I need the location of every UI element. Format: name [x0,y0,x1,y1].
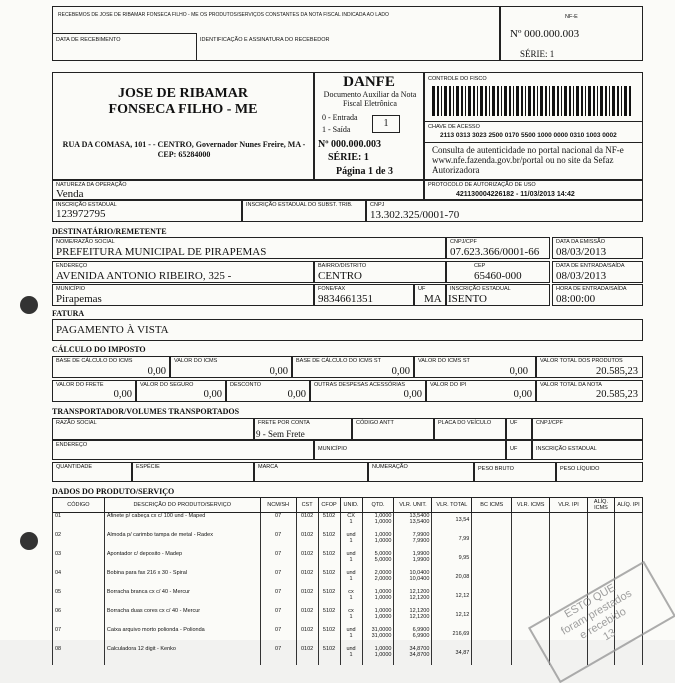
transp-cnpj-label: CNPJ/CPF [536,420,563,426]
table-cell: 0102 [296,646,318,665]
danfe-subtitle: Documento Auxiliar da Nota Fiscal Eletrônica [323,90,417,108]
dest-ie: ISENTO [448,293,487,305]
barcode-bar [513,86,514,116]
barcode-bar [624,86,627,116]
emitente-endereco: RUA DA COMASA, 101 - - CENTRO, Governador Nunes Freire, MA - CEP: 65284000 [62,140,306,159]
frete-label: VALOR DO FRETE [56,382,104,388]
base-icms-label: BASE DE CÁLCULO DO ICMS [56,358,133,364]
table-cell [587,551,614,570]
barcode-bar [468,86,471,116]
ipi-value: 0,00 [513,389,532,400]
table-cell: 0102 [296,627,318,646]
barcode-bar [564,86,567,116]
transp-uf-label: UF [510,420,518,426]
total-prod: 20.585,23 [596,366,638,377]
table-cell: und 1 [340,551,362,570]
table-cell: 20,08 [432,570,472,589]
column-header: UNID. [340,498,362,513]
barcode-bar [537,86,538,116]
table-cell: 07 [260,513,296,533]
table-cell: 05 [53,589,105,608]
table-cell: 34,8700 34,8700 [394,646,432,665]
base-icms: 0,00 [147,366,166,377]
dest-bairro-label: BAIRRO/DISTRITO [318,263,367,269]
barcode-bar [573,86,574,116]
barcode-bar [557,86,559,116]
natureza-label: NATUREZA DA OPERAÇÃO [56,182,127,188]
valor-icms: 0,00 [269,366,288,377]
outras-value: 0,00 [403,389,422,400]
table-cell: 6,9900 6,9900 [394,627,432,646]
barcode-bar [588,86,591,116]
table-cell: 5102 [318,570,340,589]
table-cell: 5102 [318,627,340,646]
table-cell [512,532,550,551]
barcode-bar [501,86,502,116]
total-nota: 20.585,23 [596,389,638,400]
table-cell: 12,1200 12,1200 [394,608,432,627]
table-cell [472,570,512,589]
barcode-bar [497,86,499,116]
canhoto-serie: SÉRIE: 1 [520,49,555,59]
barcode-bar [593,86,595,116]
barcode [432,86,632,116]
dest-nome-label: NOME/RAZÃO SOCIAL [56,239,115,245]
table-cell: CX 1 [340,513,362,533]
table-cell: Caixa arquivo morto polionda - Polionda [104,627,260,646]
table-cell: 2,0000 2,0000 [362,570,394,589]
table-cell: 0102 [296,589,318,608]
table-cell: 08 [53,646,105,665]
table-cell: 0102 [296,513,318,533]
transp-municipio-label: MUNICÍPIO [318,446,348,452]
dest-uf: MA [424,293,442,305]
table-cell: und 1 [340,646,362,665]
column-header: CFOP [318,498,340,513]
table-cell [550,532,588,551]
table-cell: 07 [53,627,105,646]
table-cell [587,532,614,551]
dest-cnpj: 07.623.366/0001-66 [450,246,540,258]
table-cell [472,608,512,627]
table-cell: Borracha branca cx c/ 40 - Mercur [104,589,260,608]
barcode-bar [456,86,459,116]
table-cell: 13,54 [432,513,472,533]
table-cell [472,646,512,665]
column-header: VLR. IPI [550,498,588,513]
table-cell: 13,5400 13,5400 [394,513,432,533]
barcode-bar [453,86,454,116]
cnpj-value: 13.302.325/0001-70 [370,209,460,221]
barcode-bar [449,86,451,116]
dest-municipio-label: MUNICÍPIO [56,286,86,292]
canhoto-text: RECEBEMOS DE JOSE DE RIBAMAR FONSECA FILHO - ME OS PRODUTOS/SERVIÇOS CONSTANTES DA NOTA FISCAL INDICADA AO LADO [58,12,389,18]
punch-hole-top [20,296,38,314]
barcode-bar [585,86,586,116]
table-cell [472,627,512,646]
transp-endereco-box [52,440,314,460]
column-header: VLR. ICMS [512,498,550,513]
dest-fone-label: FONE/FAX [318,286,346,292]
ie-label: INSCRIÇÃO ESTADUAL [56,202,117,208]
table-cell: und 1 [340,532,362,551]
dest-entrada: 08/03/2013 [556,270,607,282]
barcode-bar [552,86,555,116]
table-cell: 5,0000 5,0000 [362,551,394,570]
dest-hora-label: HORA DE ENTRADA/SAÍDA [556,286,627,292]
table-cell: 1,0000 1,0000 [362,513,394,533]
transp-liquido-box [556,462,643,482]
transp-endereco-label: ENDEREÇO [56,442,88,448]
chave-acesso: 2113 0313 3023 2500 0170 5500 1000 0000 0310 1003 0002 [440,132,617,139]
table-cell [472,551,512,570]
transp-marca-label: MARCA [258,464,278,470]
table-cell: und 1 [340,627,362,646]
dest-ie-label: INSCRIÇÃO ESTADUAL [450,286,511,292]
danfe-entrada: 0 - Entrada [322,113,358,122]
barcode-bar [617,86,619,116]
table-cell: 1,0000 1,0000 [362,532,394,551]
barcode-bar [437,86,439,116]
dest-cep-label: CEP [474,263,486,269]
dest-nome: PREFEITURA MUNICIPAL DE PIRAPEMAS [56,246,267,258]
barcode-bar [444,86,447,116]
dest-cep: 65460-000 [474,270,522,282]
barcode-bar [545,86,547,116]
barcode-bar [492,86,495,116]
table-cell: Borracha duas cores cx c/ 40 - Mercur [104,608,260,627]
table-cell: 01 [53,513,105,533]
table-cell: 07 [260,608,296,627]
cnpj-label: CNPJ [370,202,385,208]
table-cell: 9,95 [432,551,472,570]
table-cell: Almoda p/ carimbo tampa de metal - Radex [104,532,260,551]
barcode-bar [569,86,571,116]
danfe-saida: 1 - Saída [322,125,351,134]
protocolo-label: PROTOCOLO DE AUTORIZAÇÃO DE USO [428,182,536,188]
table-cell [512,589,550,608]
transp-numeracao-label: NUMERAÇÃO [372,464,408,470]
imposto-section: CÁLCULO DO IMPOSTO [52,345,146,354]
table-cell: 07 [260,589,296,608]
table-cell: 5102 [318,589,340,608]
barcode-bar [629,86,631,116]
table-cell: 1,0000 1,0000 [362,589,394,608]
barcode-bar [441,86,442,116]
fatura-section: FATURA [52,309,85,318]
destinatario-section: DESTINATÁRIO/REMETENTE [52,227,167,236]
table-cell: 7,99 [432,532,472,551]
barcode-bar [597,86,598,116]
ie-value: 123972795 [56,208,106,220]
barcode-bar [561,86,562,116]
barcode-bar [528,86,531,116]
table-cell: 07 [260,532,296,551]
column-header: ALÍQ. ICMS [587,498,614,513]
transp-razao-label: RAZÃO SOCIAL [56,420,97,426]
barcode-bar [540,86,543,116]
table-cell: 07 [260,627,296,646]
barcode-bar [461,86,463,116]
table-cell: 07 [260,570,296,589]
ie-st-label: INSCRIÇÃO ESTADUAL DO SUBST. TRIB. [246,202,353,208]
table-cell: Bobina para fax 216 x 30 - Spiral [104,570,260,589]
transp-bruto-label: PESO BRUTO [478,466,514,472]
table-cell: 5102 [318,646,340,665]
table-cell: Calculadora 12 digit - Kenko [104,646,260,665]
transp-antt-label: CÓDIGO ANTT [356,420,394,426]
valor-st-label: VALOR DO ICMS ST [418,358,470,364]
total-prod-label: VALOR TOTAL DOS PRODUTOS [540,358,623,364]
dest-fone: 9834661351 [318,293,373,305]
table-cell [614,532,642,551]
table-cell: 1,0000 1,0000 [362,608,394,627]
table-cell [472,532,512,551]
dest-emissao: 08/03/2013 [556,246,607,258]
barcode-bar [612,86,615,116]
barcode-bar [533,86,535,116]
barcode-bar [465,86,466,116]
identificacao-label: IDENTIFICAÇÃO E ASSINATURA DO RECEBEDOR [200,37,330,43]
table-row [53,570,643,589]
dest-entrada-label: DATA DE ENTRADA/SAÍDA [556,263,625,269]
barcode-bar [605,86,607,116]
table-cell: 03 [53,551,105,570]
table-cell: cx 1 [340,608,362,627]
column-header: ALÍQ. IPI [614,498,642,513]
table-cell [587,513,614,533]
canhoto-numero: Nº 000.000.003 [510,28,580,40]
dest-hora: 08:00:00 [556,293,596,305]
desconto-value: 0,00 [287,389,306,400]
transp-frete: 9 - Sem Frete [256,429,305,439]
barcode-bar [609,86,610,116]
table-cell [614,513,642,533]
table-cell: 12,12 [432,608,472,627]
danfe-pagina: Página 1 de 3 [336,166,393,177]
dest-endereco-label: ENDEREÇO [56,263,88,269]
transp-uf2-label: UF [510,446,518,452]
dest-uf-label: UF [418,286,426,292]
dest-municipio: Pirapemas [56,293,102,305]
barcode-bar [516,86,519,116]
table-row [53,513,643,533]
table-cell: 5102 [318,608,340,627]
table-cell: 12,12 [432,589,472,608]
column-header: DESCRIÇÃO DO PRODUTO/SERVIÇO [104,498,260,513]
barcode-bar [576,86,579,116]
table-cell [550,570,588,589]
stamp-text: ESTO QUE foram prestados e recebido 13 [559,581,634,644]
base-st: 0,00 [391,366,410,377]
produtos-section: DADOS DO PRODUTO/SERVIÇO [52,487,175,496]
table-cell: 1,9900 1,9900 [394,551,432,570]
barcode-bar [509,86,511,116]
seguro-label: VALOR DO SEGURO [140,382,194,388]
table-cell: 216,69 [432,627,472,646]
table-cell [472,589,512,608]
column-header: NCM/SH [260,498,296,513]
barcode-bar [621,86,622,116]
transp-liquido-label: PESO LÍQUIDO [560,466,600,472]
table-cell: 34,87 [432,646,472,665]
table-cell: 5102 [318,513,340,533]
data-recebimento-label: DATA DE RECEBIMENTO [56,37,121,43]
table-cell: 0102 [296,551,318,570]
table-cell [472,513,512,533]
frete-value: 0,00 [113,389,132,400]
natureza-value: Venda [56,188,84,200]
transp-bruto-box [474,462,556,482]
dest-bairro: CENTRO [318,270,362,282]
transportador-section: TRANSPORTADOR/VOLUMES TRANSPORTADOS [52,407,240,416]
table-cell: und 1 [340,570,362,589]
consulta-text: Consulta de autenticidade no portal nacional da NF-e www.nfe.fazenda.gov.br/portal ou no site da Sefaz Autorizadora [432,145,624,175]
barcode-bar [581,86,583,116]
barcode-bar [600,86,603,116]
table-cell: Apontador c/ deposito - Madep [104,551,260,570]
table-cell: 07 [260,646,296,665]
table-cell: 31,0000 31,0000 [362,627,394,646]
column-header: VLR. UNIT. [394,498,432,513]
column-header: CST [296,498,318,513]
dest-cnpj-label: CNPJ/CPF [450,239,477,245]
transp-ie-label: INSCRIÇÃO ESTADUAL [536,446,597,452]
controle-fisco-label: CONTROLE DO FISCO [428,76,487,82]
barcode-bar [521,86,523,116]
total-nota-label: VALOR TOTAL DA NOTA [540,382,602,388]
table-row [53,551,643,570]
danfe-numero: Nº 000.000.003 [318,139,382,150]
table-cell [512,513,550,533]
canhoto-nfe-label: NF-E [565,14,578,20]
desconto-label: DESCONTO [230,382,262,388]
danfe-title: DANFE [343,74,395,90]
base-st-label: BASE DE CÁLCULO DO ICMS ST [296,358,381,364]
table-cell: 02 [53,532,105,551]
fatura-value: PAGAMENTO À VISTA [56,324,169,336]
table-cell [512,570,550,589]
table-cell: 06 [53,608,105,627]
transp-qtd-label: QUANTIDADE [56,464,93,470]
barcode-bar [477,86,478,116]
valor-st: 0,00 [509,366,528,377]
column-header: VLR. TOTAL [432,498,472,513]
barcode-bar [473,86,475,116]
column-header: CÓDIGO [53,498,105,513]
dest-emissao-label: DATA DA EMISSÃO [556,239,606,245]
table-cell: 10,0400 10,0400 [394,570,432,589]
emitente-nome: JOSE DE RIBAMAR FONSECA FILHO - ME [108,86,258,117]
table-cell: 12,1200 12,1200 [394,589,432,608]
barcode-bar [549,86,550,116]
table-row [53,589,643,608]
dest-endereco: AVENIDA ANTONIO RIBEIRO, 325 - [56,270,232,282]
table-cell [550,551,588,570]
barcode-bar [480,86,483,116]
table-cell: 07 [260,551,296,570]
table-cell: 7,9900 7,9900 [394,532,432,551]
barcode-bar [489,86,490,116]
barcode-bar [504,86,507,116]
outras-label: OUTRAS DESPESAS ACESSÓRIAS [314,382,406,388]
table-cell [550,513,588,533]
table-cell: 0102 [296,532,318,551]
valor-icms-label: VALOR DO ICMS [174,358,218,364]
barcode-bar [485,86,487,116]
transp-placa-label: PLACA DO VEÍCULO [438,420,492,426]
punch-hole-bottom [20,532,38,550]
table-cell [512,551,550,570]
table-cell: cx 1 [340,589,362,608]
chave-label: CHAVE DE ACESSO [428,124,480,130]
table-cell: 0102 [296,608,318,627]
ipi-label: VALOR DO IPI [430,382,467,388]
table-cell: 5102 [318,532,340,551]
table-row [53,532,643,551]
table-cell: 0102 [296,570,318,589]
table-cell: 5102 [318,551,340,570]
table-cell: 1,0000 1,0000 [362,646,394,665]
table-cell: Afinete p/ cabeça cx c/ 100 und - Maped [104,513,260,533]
transp-frete-label: FRETE POR CONTA [258,420,310,426]
barcode-bar [432,86,435,116]
seguro-value: 0,00 [203,389,222,400]
transp-especie-label: ESPÉCIE [136,464,160,470]
danfe-tipo: 1 [383,118,389,129]
column-header: QTD. [362,498,394,513]
barcode-bar [525,86,526,116]
column-header: BC ICMS [472,498,512,513]
danfe-serie: SÉRIE: 1 [328,152,369,163]
protocolo-value: 421130004226182 - 11/03/2013 14:42 [456,191,575,198]
table-cell: 04 [53,570,105,589]
